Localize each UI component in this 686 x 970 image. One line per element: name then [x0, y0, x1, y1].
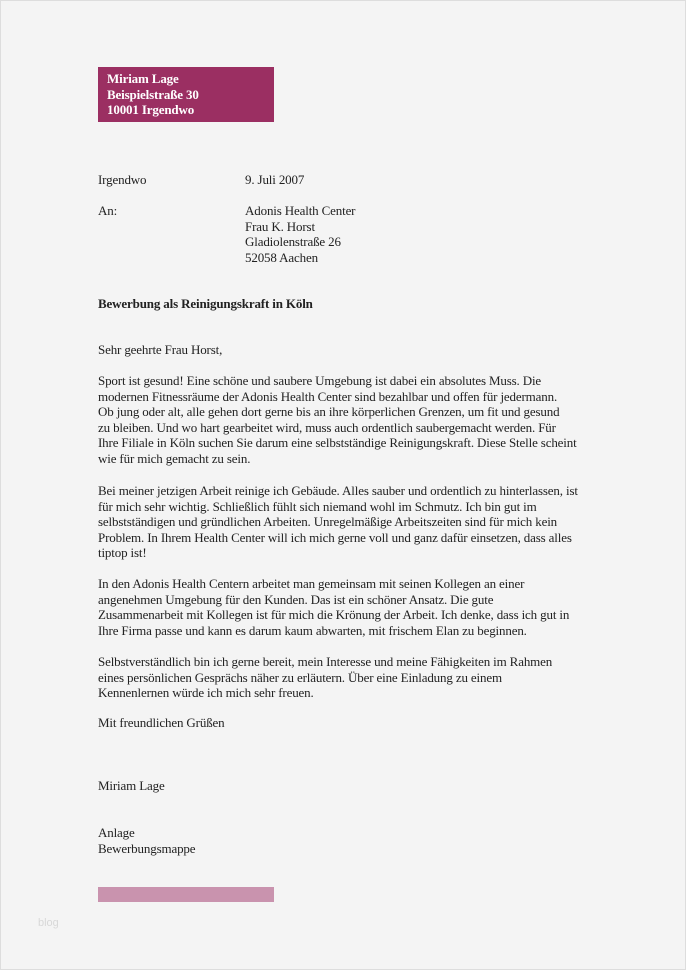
recipient-line: Adonis Health Center: [245, 203, 356, 218]
text-line: In den Adonis Health Centern arbeitet man gemeinsam mit seinen Kollegen an einer: [98, 576, 525, 591]
sender-street: Beispielstraße 30: [107, 86, 199, 102]
paragraph-4: [98, 654, 552, 701]
text-line: Ob jung oder alt, alle gehen dort gerne bis an ihre körperlichen Grenzen, um fit und gesund: [98, 404, 560, 420]
text-line: Selbstverständlich bin ich gerne bereit, mein Interesse und meine Fähigkeiten im Rahmen: [98, 654, 553, 669]
text-line: Sport ist gesund! Eine schöne und saubere Umgebung ist dabei ein absolutes Muss. Die: [98, 373, 542, 388]
text-line: Zusammenarbeit mit Kollegen ist für mich die Krönung der Arbeit. Ich denke, dass ich gut in: [98, 607, 570, 623]
sender-city: 10001 Irgendwo: [107, 102, 195, 117]
enclosure-item: Bewerbungsmappe: [98, 840, 196, 856]
signature: Miriam Lage: [98, 778, 165, 793]
recipient-line: Gladiolenstraße 26: [245, 234, 341, 250]
sender-block: [98, 67, 274, 122]
text-line: Bei meiner jetzigen Arbeit reinige ich Gebäude. Alles sauber und ordentlich zu hinterlassen, ist: [98, 483, 578, 498]
text-line: für mich sehr wichtig. Schließlich fühlt sich niemand wohl im Schmutz. Ich bin gut im: [98, 498, 537, 514]
date: 9. Juli 2007: [245, 172, 305, 187]
recipient-address: [245, 203, 355, 265]
text-line: Problem. In Ihrem Health Center will ich mich gerne voll und ganz dafür einsetzen, dass alles: [98, 529, 572, 545]
sender-name: Miriam Lage: [107, 71, 179, 86]
subject: Bewerbung als Reinigungskraft in Köln: [98, 296, 313, 311]
recipient-line: 52058 Aachen: [245, 249, 318, 265]
text-line: Ihre Firma passe und kann es darum kaum abwarten, mit frischem Elan zu beginnen.: [98, 622, 527, 638]
text-line: wie für mich gemacht zu sein.: [98, 450, 251, 466]
enclosure-label: Anlage: [98, 825, 135, 840]
text-line: modernen Fitnessräume der Adonis Health Center sind bezahlbar und offen für jedermann.: [98, 388, 558, 404]
place: Irgendwo: [98, 172, 147, 187]
paragraph-1: [98, 373, 577, 467]
text-line: eines persönlichen Gesprächs näher zu erläutern. Über eine Einladung zu einem: [98, 669, 502, 685]
enclosure: [98, 825, 195, 856]
text-line: Ihre Filiale in Köln suchen Sie darum eine selbstständige Reinigungskraft. Diese Stelle scheint: [98, 435, 577, 451]
text-line: tiptop ist!: [98, 545, 147, 561]
footer-accent-bar: [98, 887, 274, 902]
paragraph-2: [98, 483, 578, 561]
text-line: angenehmen Umgebung für den Kunden. Das ist ein schöner Ansatz. Die gute: [98, 591, 494, 607]
paragraph-3: [98, 576, 569, 638]
closing: Mit freundlichen Grüßen: [98, 715, 225, 730]
text-line: selbstständigen und gründlichen Arbeiten. Unregelmäßige Arbeitszeiten sind für mich kein: [98, 514, 558, 530]
recipient-line: Frau K. Horst: [245, 218, 315, 234]
to-label: An:: [98, 203, 118, 218]
text-line: zu bleiben. Und wo hart gearbeitet wird, muss auch ordentlich saubergemacht werden. Für: [98, 419, 556, 435]
watermark: blog: [38, 917, 59, 929]
text-line: Kennenlernen würde ich mich sehr freuen.: [98, 685, 314, 701]
salutation: Sehr geehrte Frau Horst,: [98, 342, 223, 357]
